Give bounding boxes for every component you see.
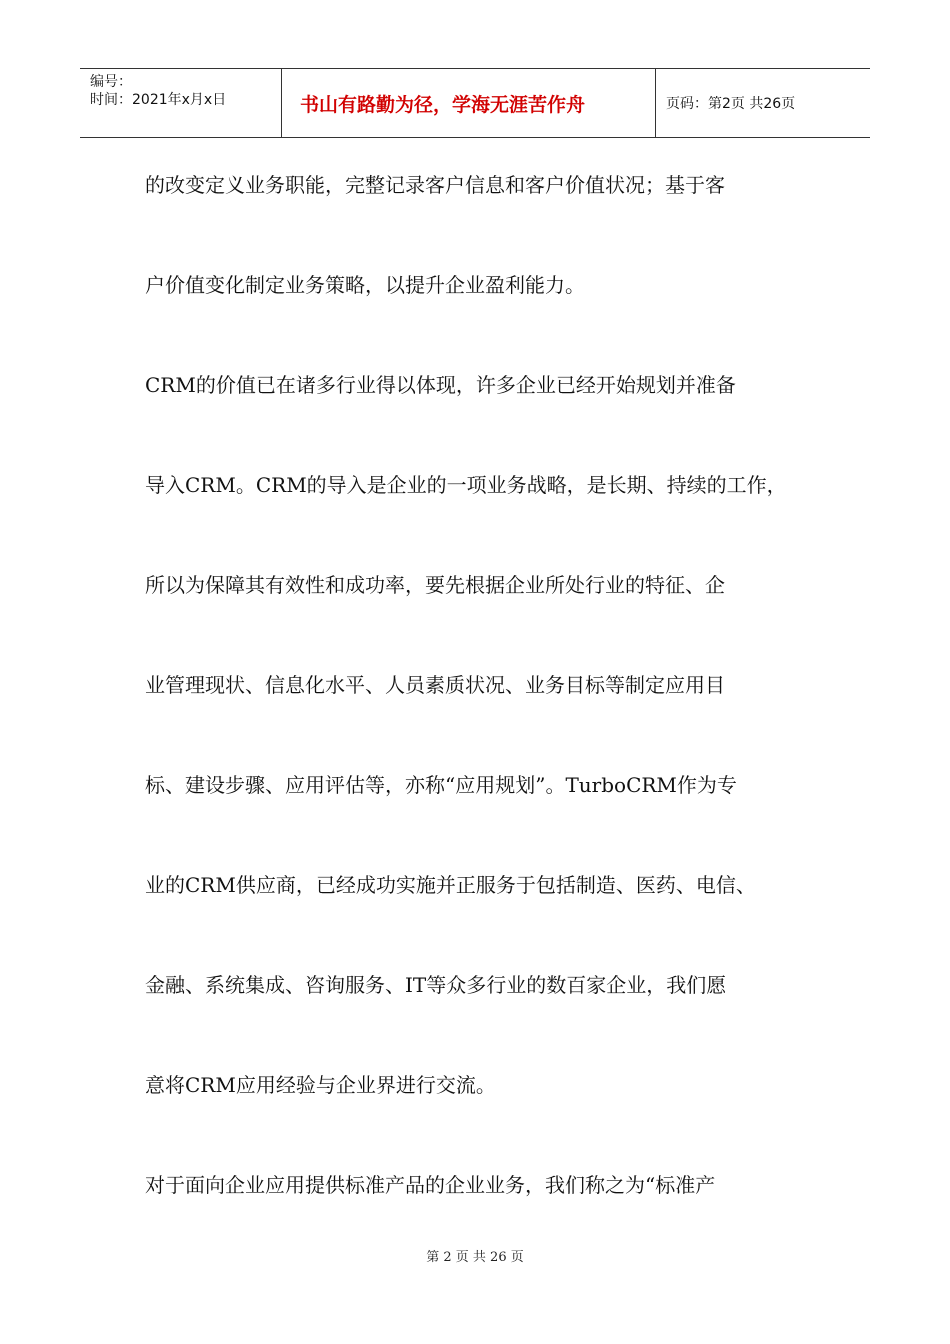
text-line: 导入CRM。CRM的导入是企业的一项业务战略，是长期、持续的工作，	[145, 473, 787, 497]
text-line: 的改变定义业务职能，完整记录客户信息和客户价值状况；基于客	[145, 173, 725, 197]
number-label: 编号：	[90, 74, 132, 90]
document-body	[145, 160, 825, 1260]
header-page-info: 页码：第2页 共26页	[666, 96, 796, 112]
text-line: 标、建设步骤、应用评估等，亦称“应用规划”。TurboCRM作为专	[145, 773, 737, 797]
text-line: 意将CRM应用经验与企业界进行交流。	[145, 1073, 496, 1097]
header-motto: 书山有路勤为径，学海无涯苦作舟	[282, 69, 656, 137]
time-label: 时间：2021年x月x日	[90, 92, 227, 108]
text-line: 所以为保障其有效性和成功率，要先根据企业所处行业的特征、企	[145, 573, 725, 597]
header-meta	[80, 69, 282, 137]
page-header	[80, 68, 870, 138]
text-line: 业管理现状、信息化水平、人员素质状况、业务目标等制定应用目	[145, 673, 725, 697]
text-line: 业的CRM供应商，已经成功实施并正服务于包括制造、医药、电信、	[145, 873, 756, 897]
text-line: 金融、系统集成、咨询服务、IT等众多行业的数百家企业，我们愿	[145, 973, 727, 997]
text-line: 户价值变化制定业务策略，以提升企业盈利能力。	[145, 273, 585, 297]
text-line: CRM的价值已在诸多行业得以体现，许多企业已经开始规划并准备	[145, 373, 736, 397]
page-footer: 第 2 页 共 26 页	[426, 1250, 524, 1265]
text-line: 对于面向企业应用提供标准产品的企业业务，我们称之为“标准产	[145, 1173, 716, 1197]
